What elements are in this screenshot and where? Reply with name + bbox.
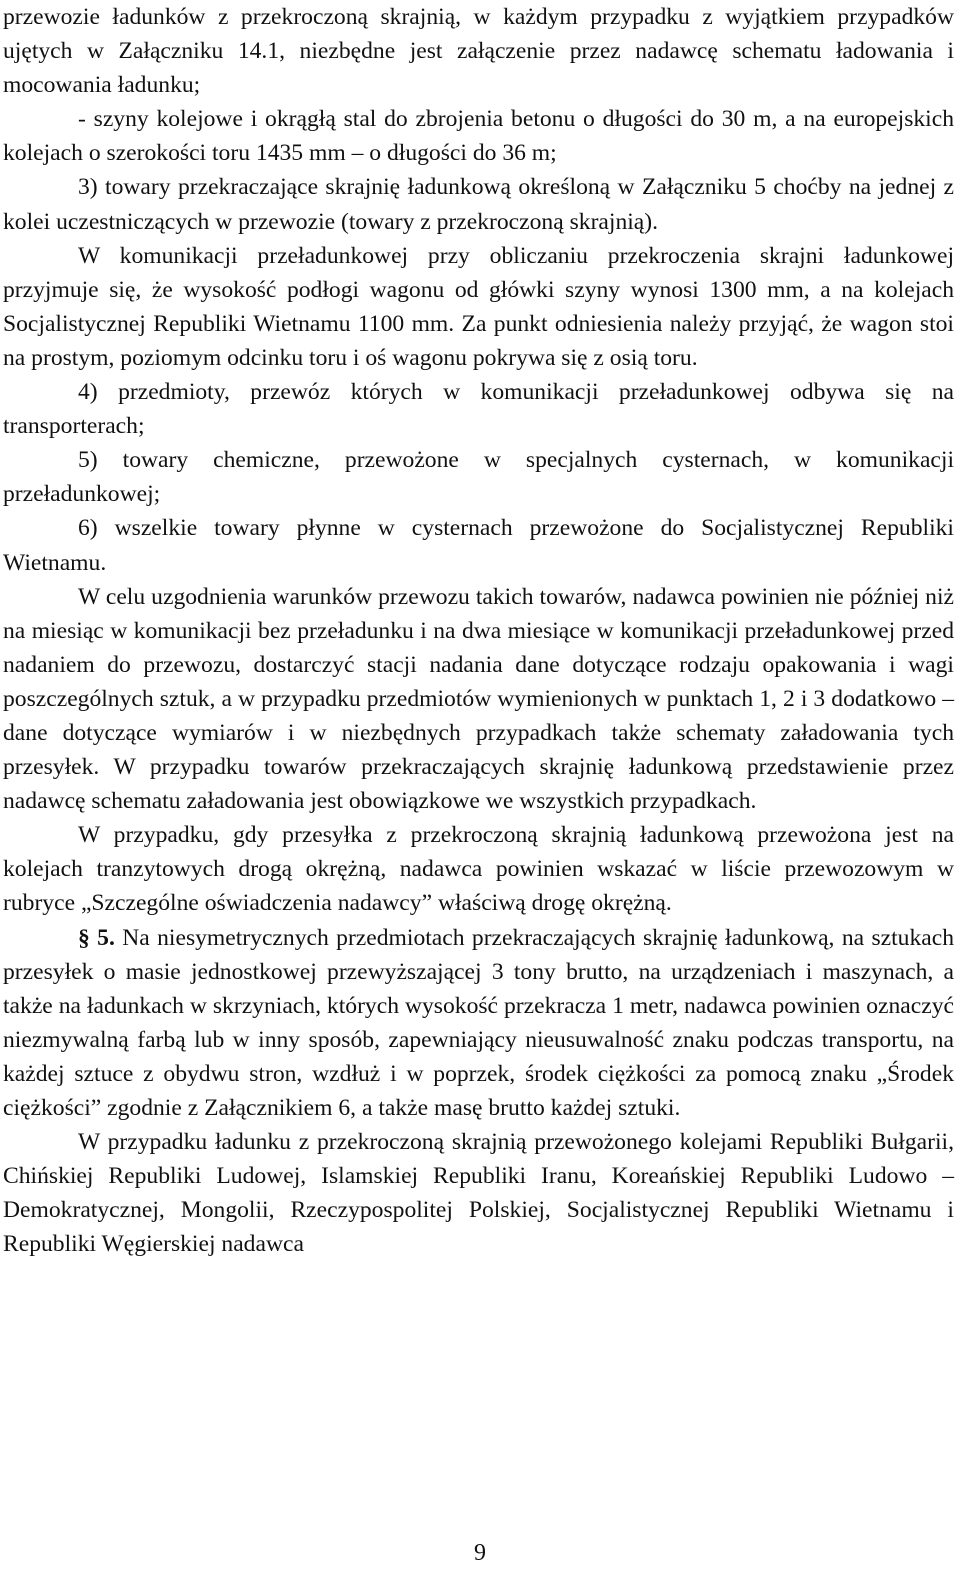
paragraph-section-5 <box>3 921 954 1126</box>
paragraph-intro: przewozie ładunków z przekroczoną skrajnią, w każdym przypadku z wyjątkiem przypadków ujętych w Załączniku 14.1, niezbędne jest załączenie przez nadawcę schematu ładowania i mocowania ładunku; <box>3 4 954 99</box>
paragraph-item-6: 6) wszelkie towary płynne w cysternach przewożone do Socjalistycznej Republiki Wietnamu. <box>3 515 954 576</box>
paragraph-transshipment: W komunikacji przeładunkowej przy obliczaniu przekroczenia skrajni ładunkowej przyjmuje się, że wysokość podłogi wagonu od główki szyny wynosi 1300 mm, a na kolejach Socjalistycznej Republiki Wietnamu 1100 mm. Za punkt odniesienia należy przyjąć, że wagon stoi na prostym, poziomym odcinku toru i oś wagonu pokrywa się z osią toru. <box>3 242 954 371</box>
paragraph-rails: - szyny kolejowe i okrągłą stal do zbrojenia betonu o długości do 30 m, a na europejskich kolejach o szerokości toru 1435 mm – o długości do 36 m; <box>3 106 954 167</box>
page-number: 9 <box>474 1540 486 1566</box>
paragraph-item-4: 4) przedmioty, przewóz których w komunikacji przeładunkowej odbywa się na transporterach; <box>3 379 954 440</box>
section-text: Na niesymetrycznych przedmiotach przekraczających skrajnię ładunkową, na sztukach przesyłek o masie jednostkowej przewyższającej 3 tony brutto, na urządzeniach i maszynach, a także na ładunkach w skrzyniach, których wysokość przekracza 1 metr, nadawca powinien oznaczyć niezmywalną farbą lub w inny sposób, zapewniający nieusuwalność znaku podczas transportu, na każdej sztuce z obydwu stron, wzdłuż i w poprzek, środek ciężkości za pomocą znaku „Środek ciężkości” zgodnie z Załącznikiem 6, a także masę brutto każdej sztuki. <box>3 924 955 1121</box>
section-number: § 5. <box>78 924 115 951</box>
document-page <box>3 0 954 1261</box>
paragraph-countries: W przypadku ładunku z przekroczoną skrajnią przewożonego kolejami Republiki Bułgarii, Chińskiej Republiki Ludowej, Islamskiej Republiki Iranu, Koreańskiej Republiki Ludowo – Demokratycznej, Mongolii, Rzeczypospolitej Polskiej, Socjalistycznej Republiki Wietnamu i Republiki Węgierskiej nadawca <box>3 1129 954 1258</box>
paragraph-agreement: W celu uzgodnienia warunków przewozu takich towarów, nadawca powinien nie później niż na miesiąc w komunikacji bez przeładunku i na dwa miesiące w komunikacji przeładunkowej przed nadaniem do przewozu, dostarczyć stacji nadania dane dotyczące rodzaju opakowania i wagi poszczególnych sztuk, a w przypadku przedmiotów wymienionych w punktach 1, 2 i 3 dodatkowo – dane dotyczące wymiarów i w niezbędnych przypadkach także schematy załadowania tych przesyłek. W przypadku towarów przekraczających skrajnię ładunkową przedstawienie przez nadawcę schematu załadowania jest obowiązkowe we wszystkich przypadkach. <box>3 583 954 815</box>
paragraph-item-3: 3) towary przekraczające skrajnię ładunkową określoną w Załączniku 5 choćby na jednej z kolei uczestniczących w przewozie (towary z przekroczoną skrajnią). <box>3 174 954 235</box>
paragraph-item-5: 5) towary chemiczne, przewożone w specjalnych cysternach, w komunikacji przeładunkowej; <box>3 447 954 508</box>
paragraph-detour: W przypadku, gdy przesyłka z przekroczoną skrajnią ładunkową przewożona jest na kolejach tranzytowych drogą okrężną, nadawca powinien wskazać w liście przewozowym w rubryce „Szczególne oświadczenia nadawcy” właściwą drogę okrężną. <box>3 822 954 917</box>
